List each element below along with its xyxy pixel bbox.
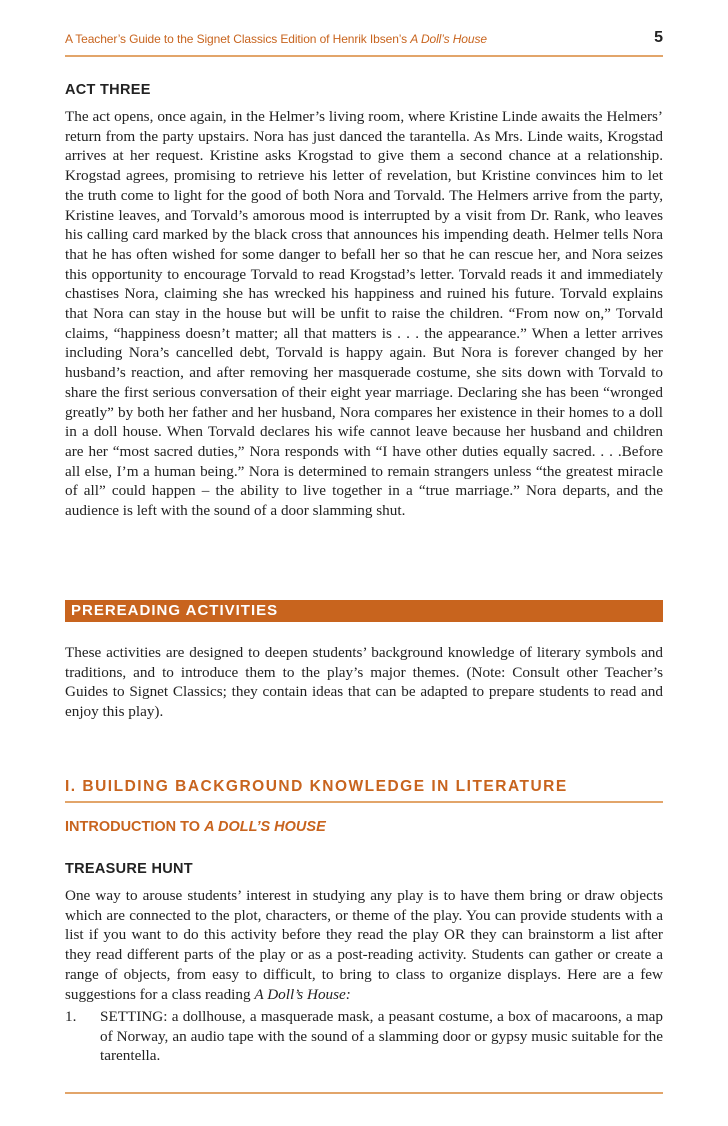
introduction-subheading (65, 819, 326, 835)
header-title-prefix: A Teacher’s Guide to the Signet Classics Edition of Henrik Ibsen’s (65, 32, 411, 46)
act-three-heading: ACT THREE (65, 82, 151, 98)
prereading-paragraph: These activities are designed to deepen students’ background knowledge of literary symbols and traditions, and to introduce them to the play’s major themes. (Note: Consult other Teacher’s Guides to Signet Classics; they contain ideas that can be adapted to prepare students to read and enjoy this play). (65, 644, 663, 721)
treasure-hunt-heading: TREASURE HUNT (65, 861, 193, 877)
header-title-italic: A Doll’s House (410, 32, 487, 46)
act-three-paragraph: The act opens, once again, in the Helmer’s living room, where Kristine Linde awaits the Helmers’ return from the party upstairs. Nora has just danced the tarantella. As Mrs. Linde waits, Krogstad arrives at her request. Kristine asks Krogstad to give them a second chance at a relationship. Krogstad agrees, promising to retrieve his letter of revelation, but Kristine convinces him to let the truth come to light for the good of both Nora and Torvald. The Helmers arrive from the party, Kristine leaves, and Torvald’s amorous mood is interrupted by a visit from Dr. Rank, who leaves his calling card marked by the black cross that announces his impending death. Helmer tells Nora that he has often wished for some danger to befall her so that he can rescue her, and Nora seizes this opportunity to encourage Torvald to read Krogstad’s letter. Torvald reads it and immediately chastises Nora, claiming she has wrecked his happiness and ruined his future. Torvald explains that Nora can stay in the house but will be unfit to raise the children. “From now on,” Torvald claims, “happiness doesn’t matter; all that matters is . . . the appearance.” When a letter arrives including Nora’s cancelled debt, Torvald is happy again. But Nora is forever changed by her husband’s reaction, and after removing her masquerade costume, she sits down with Torvald to share the first serious conversation of their eight year marriage. Declaring she has been “wronged greatly” by both her father and her husband, Nora compares her existence in their homes to a doll in a doll house. When Torvald declares his wife cannot leave because her husband and children are her “most sacred duties,” Nora responds with “I have other duties equally sacred. . . .Before all else, I’m a human being.” Nora is determined to remain strangers unless “the greatest miracle of all” could happen – the ability to live together in a “true marriage.” Nora departs, and the audience is left with the sound of a door slamming shut. (65, 108, 663, 520)
prereading-banner-label: PREREADING ACTIVITIES (71, 602, 279, 619)
introduction-subheading-title: A DOLL’S HOUSE (204, 819, 326, 835)
header-rule (65, 55, 663, 57)
section-one-rule (65, 801, 663, 803)
section-one-heading: I. BUILDING BACKGROUND KNOWLEDGE IN LITERATURE (65, 778, 568, 795)
treasure-hunt-title: A Doll’s House: (254, 985, 351, 1003)
running-header (65, 30, 663, 50)
prereading-banner (65, 600, 663, 622)
list-item-number: 1. (65, 1008, 77, 1025)
footer-rule (65, 1092, 663, 1094)
header-title (65, 32, 487, 46)
treasure-hunt-paragraph (65, 886, 663, 1004)
list-item-text: SETTING: a dollhouse, a masquerade mask, a peasant costume, a box of macaroons, a map of Norway, an audio tape with the sound of a slamming door or gypsy music suitable for the tarentella. (100, 1008, 663, 1065)
page-number: 5 (654, 29, 663, 46)
treasure-hunt-text: One way to arouse students’ interest in studying any play is to have them bring or draw objects which are connected to the plot, characters, or theme of the play. You can provide students with a list if you want to do this activity before they read the play OR they can brainstorm a list after they read different parts of the play or as a post-reading activity. Students can gather or create a range of objects, from easy to difficult, to bring to class to organize displays. Here are a few suggestions for a class reading (65, 887, 663, 1003)
introduction-subheading-prefix: INTRODUCTION TO (65, 819, 205, 835)
